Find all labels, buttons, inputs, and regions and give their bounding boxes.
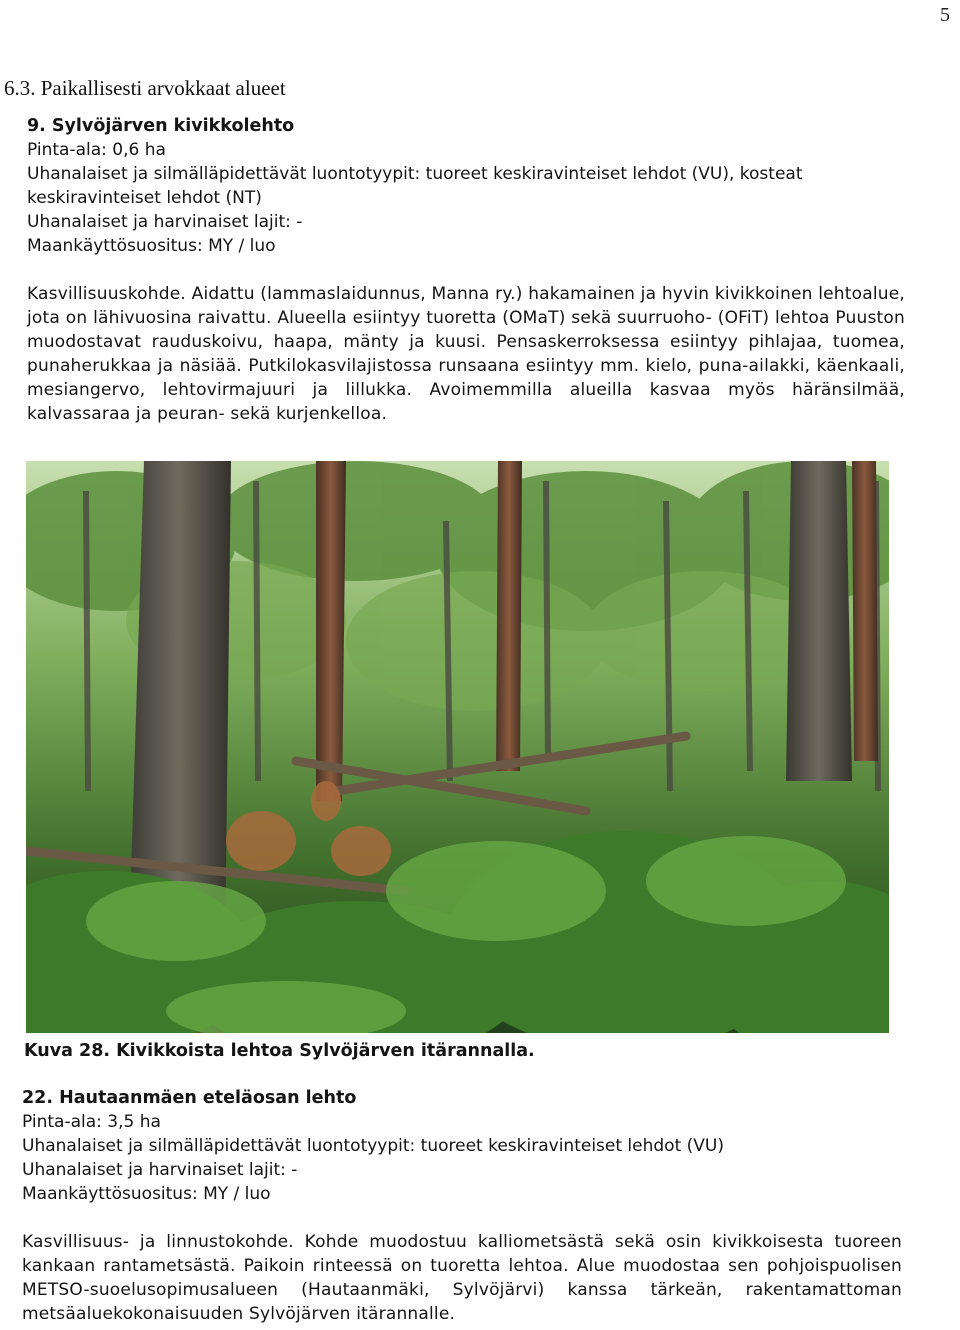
- site-land-use: Maankäyttösuositus: MY / luo: [22, 1184, 271, 1204]
- site-species: Uhanalaiset ja harvinaiset lajit: -: [27, 212, 303, 232]
- page-number: 5: [940, 4, 950, 26]
- section-heading: 6.3. Paikallisesti arvokkaat alueet: [4, 76, 286, 100]
- site-area: Pinta-ala: 3,5 ha: [22, 1112, 161, 1132]
- site-area: Pinta-ala: 0,6 ha: [27, 140, 166, 160]
- site-species: Uhanalaiset ja harvinaiset lajit: -: [22, 1160, 298, 1180]
- site-habitats: Uhanalaiset ja silmälläpidettävät luontotyypit: tuoreet keskiravinteiset lehdot (VU): [22, 1136, 724, 1156]
- site-entry-sylvojarvi: [0, 114, 905, 426]
- site-title: 22. Hautaanmäen eteläosan lehto: [22, 1088, 357, 1108]
- site-habitats: Uhanalaiset ja silmälläpidettävät luontotyypit: tuoreet keskiravinteiset lehdot (VU), kosteat keskiravinteiset lehdot (NT): [27, 164, 803, 208]
- site-description: Kasvillisuuskohde. Aidattu (lammaslaidunnus, Manna ry.) hakamainen ja hyvin kivikkoinen lehtoalue, jota on lähivuosina raivattu. Alueella esiintyy tuoretta (OMaT) sekä suurruoho- (OFiT) lehtoa Puuston muodostavat rauduskoivu, haapa, mänty ja kuusi. Pensaskerroksessa esiintyy pihlajaa, tuomea, punaherukkaa ja näsiää. Putkilokasvilajistossa runsaana esiintyy mm. kielo, puna-ailakki, käenkaali, mesiangervo, lehtovirmajuuri ja lillukka. Avoimemmilla alueilla kasvaa myös häränsilmää, kalvassaraa ja peuran- sekä kurjenkelloa.: [27, 284, 905, 424]
- forest-photo-illustration: [26, 461, 889, 1033]
- site-land-use: Maankäyttösuositus: MY / luo: [27, 236, 276, 256]
- figure-caption: Kuva 28. Kivikkoista lehtoa Sylvöjärven itärannalla.: [24, 1041, 535, 1061]
- site-title: 9. Sylvöjärven kivikkolehto: [27, 116, 295, 136]
- forest-photo: [26, 461, 889, 1033]
- site-entry-hautaanmaki: [0, 1086, 902, 1326]
- site-description: Kasvillisuus- ja linnustokohde. Kohde muodostuu kalliometsästä sekä osin kivikkoisesta tuoreen kankaan rantametsästä. Paikoin rinteessä on tuoretta lehtoa. Alue muodostaa sen pohjoispuolisen METSO-suoelusopimusalueen (Hautaanmäki, Sylvöjärvi) kanssa tärkeän, rakentamattoman metsäaluekokonaisuuden Sylvöjärven itärannalle.: [22, 1232, 902, 1324]
